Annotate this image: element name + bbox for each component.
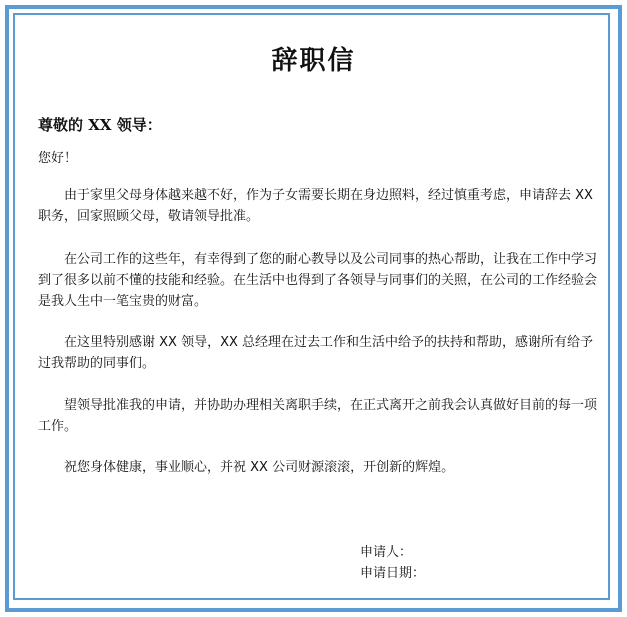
paragraph-reason: 由于家里父母身体越来越不好，作为子女需要长期在身边照料，经过慎重考虑，申请辞去 XX 职务，回家照顾父母，敬请领导批准。 xyxy=(38,188,593,224)
greeting: 您好！ xyxy=(38,151,78,166)
paragraph-request: 望领导批准我的申请，并协助办理相关离职手续，在正式离开之前我会认真做好目前的每一项工作。 xyxy=(38,398,598,434)
salutation: 尊敬的 XX 领导： xyxy=(38,116,162,134)
paragraph-thanks: 在这里特别感谢 XX 领导，XX 总经理在过去工作和生活中给予的扶持和帮助，感谢所有给予过我帮助的同事们。 xyxy=(38,335,594,371)
paragraph-gratitude-company: 在公司工作的这些年，有幸得到了您的耐心教导以及公司同事的热心帮助，让我在工作中学习到了很多以前不懂的技能和经验。在生活中也得到了各领导与同事们的关照，在公司的工作经验会是我人生中一笔宝贵的财富。 xyxy=(38,252,598,309)
application-date-label: 申请日期： xyxy=(360,566,426,581)
paragraph-wishes: 祝您身体健康，事业顺心，并祝 XX 公司财源滚滚，开创新的辉煌。 xyxy=(64,460,455,475)
letter-title: 辞职信 xyxy=(271,46,356,76)
applicant-label: 申请人： xyxy=(360,545,413,560)
